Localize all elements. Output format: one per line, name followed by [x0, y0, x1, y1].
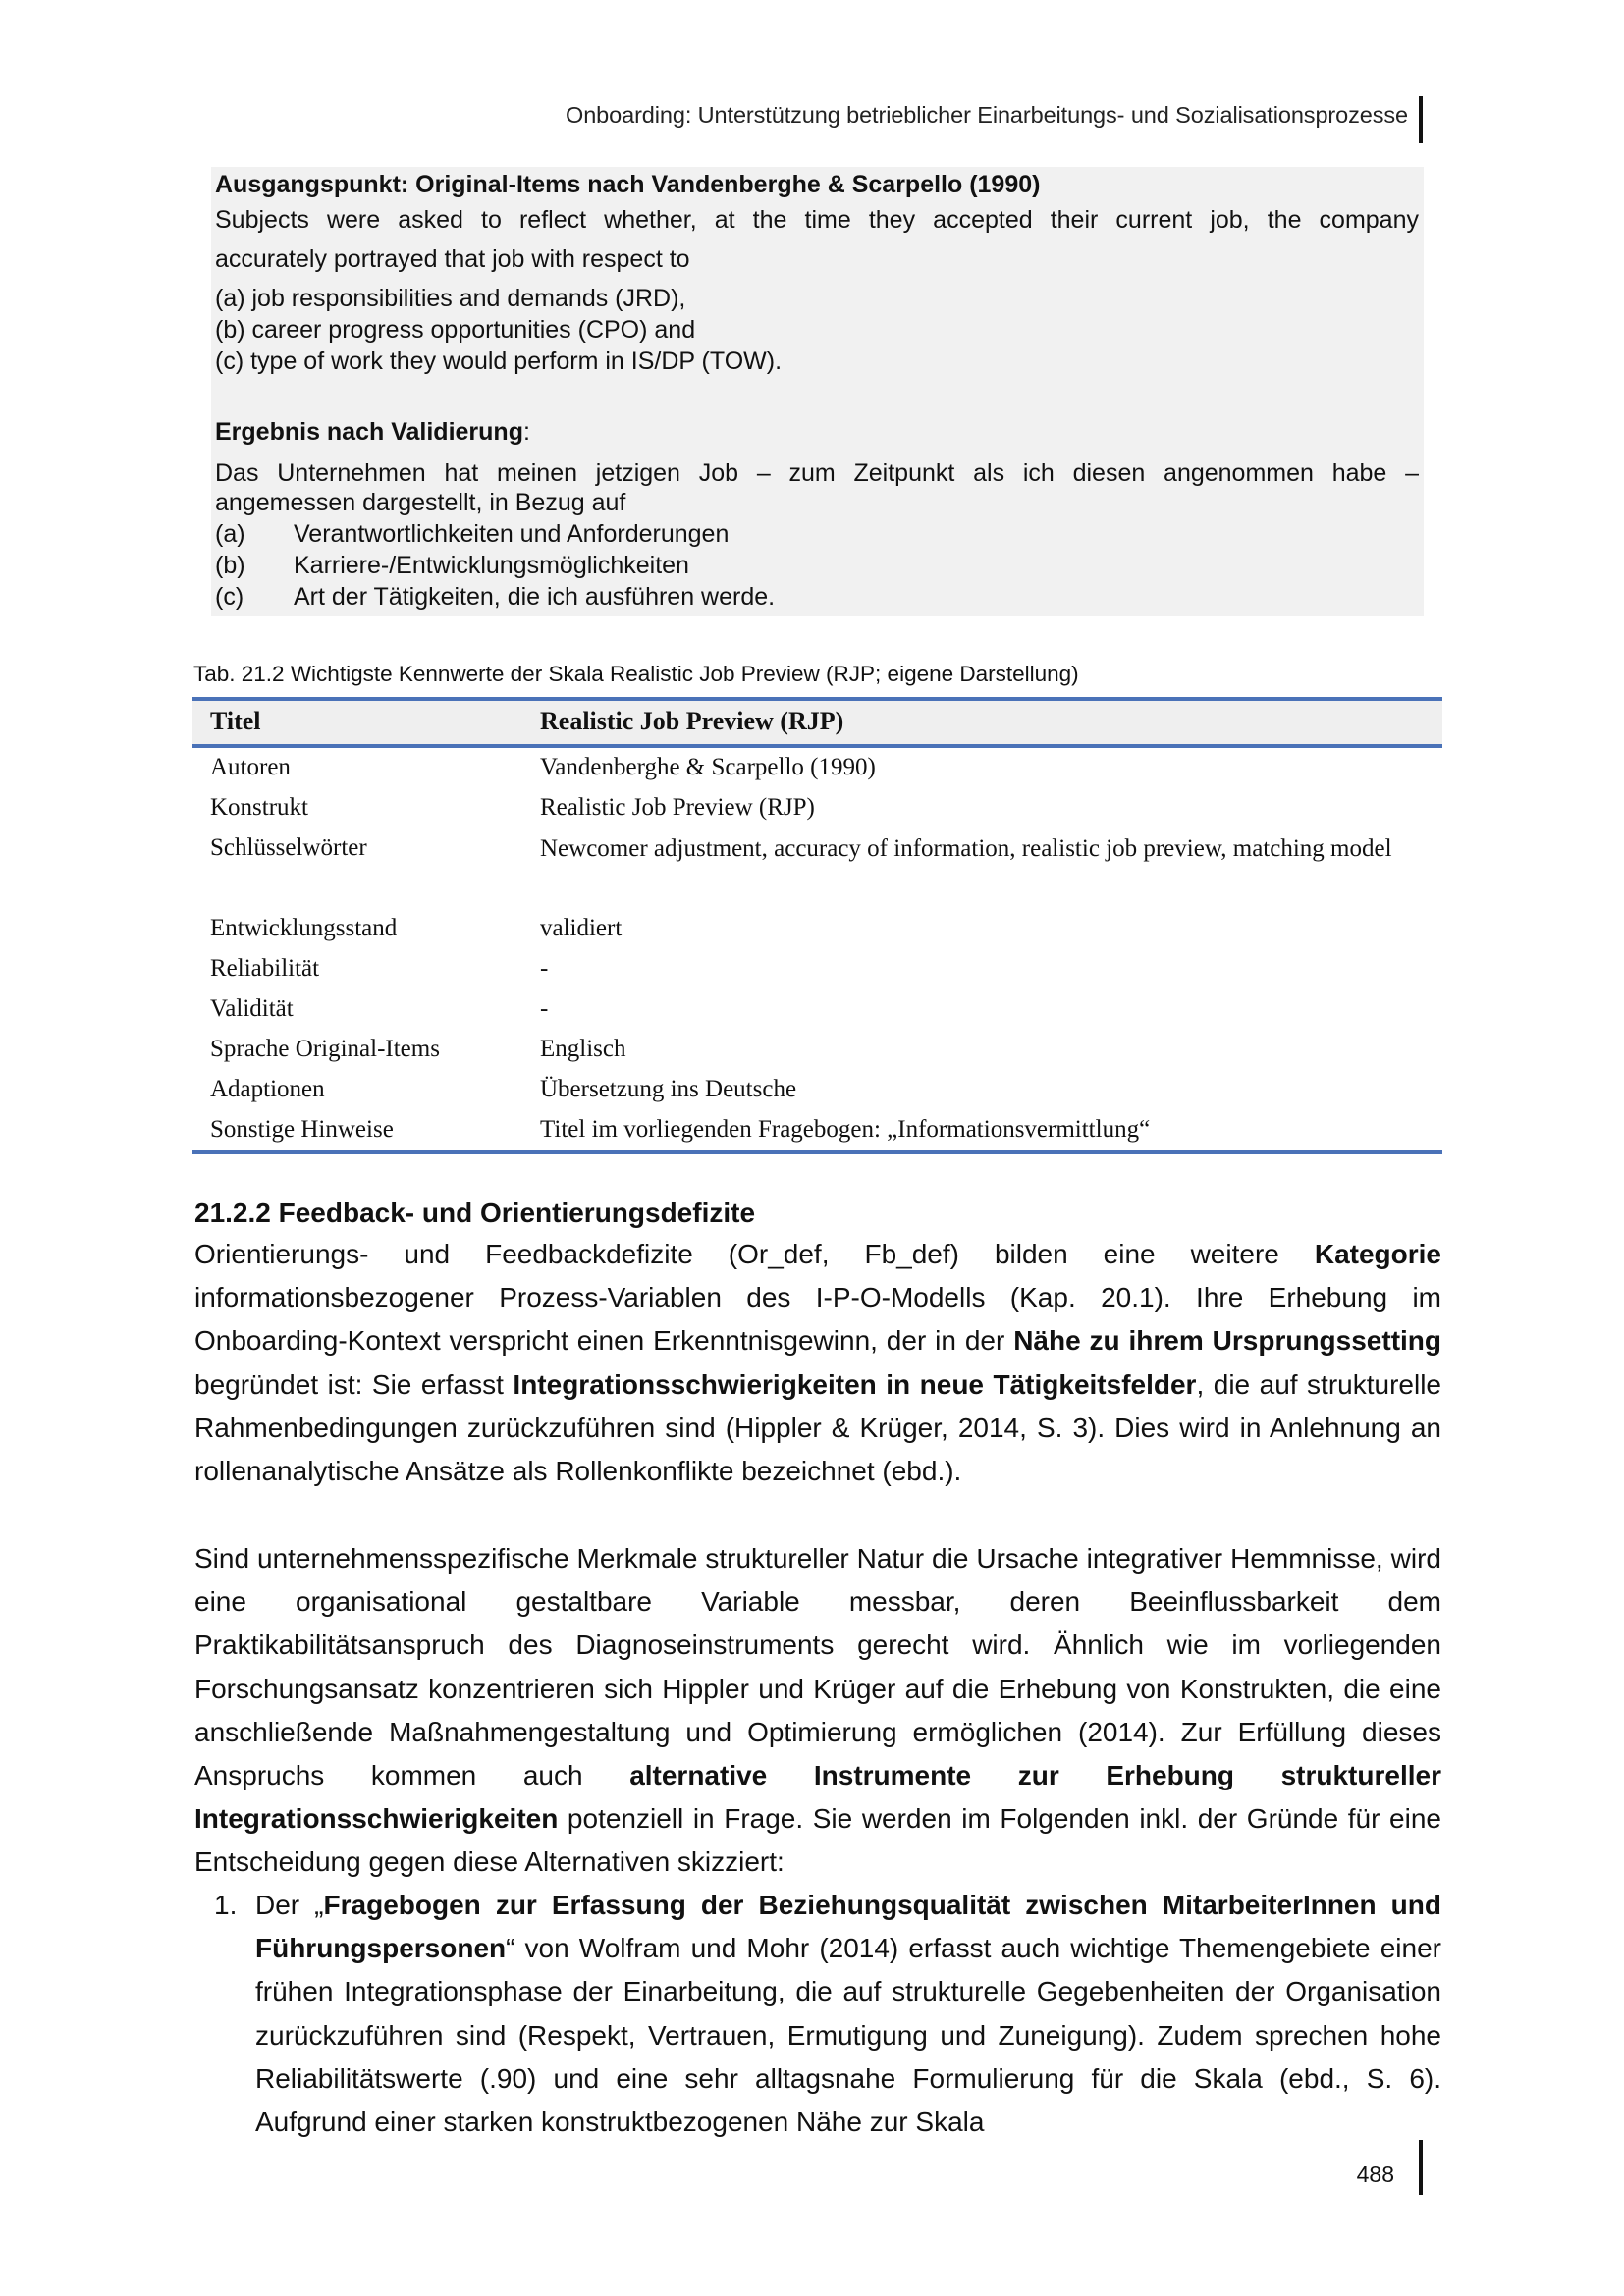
- result-item-label: (b): [215, 552, 245, 579]
- original-intro-line: Subjects were asked to reflect whether, at the time they accepted their current job, the company: [215, 206, 1419, 234]
- table-row: [192, 788, 1442, 828]
- text-run: , die auf strukturelle Rahmenbedingungen zurückzuführen sind (Hippler & Krüger, 2014, S. 3). Dies wird in Anlehnung an rollenanalytische Ansätze als Rollenkonflikte bezeichnet (ebd.).: [194, 1368, 1441, 1487]
- bold-run: alternative Instrumente zur Erhebung struktureller Integrationsschwierigkeiten: [194, 1760, 1441, 1835]
- row-value: Englisch: [540, 1036, 626, 1062]
- row-value: validiert: [540, 915, 623, 941]
- result-item: [215, 520, 729, 549]
- row-key: Validität: [210, 995, 294, 1022]
- row-value: Titel im vorliegenden Fragebogen: „Informationsvermittlung“: [540, 1116, 1151, 1143]
- result-heading-colon: :: [522, 418, 530, 446]
- paragraph-1: [194, 1233, 1441, 1493]
- list-item-body: [255, 1884, 1441, 2144]
- row-key: Reliabilität: [210, 955, 320, 982]
- bold-run: Kategorie: [1314, 1239, 1441, 1269]
- bold-run: Integrationsschwierigkeiten in neue Tätigkeitsfelder: [513, 1368, 1197, 1400]
- text-run: Orientierungs- und Feedbackdefizite (Or_def, Fb_def) bilden eine weitere: [194, 1239, 1315, 1269]
- result-intro-line: Das Unternehmen hat meinen jetzigen Job – zum Zeitpunkt als ich diesen angenommen habe –: [215, 459, 1419, 487]
- original-item: (c) type of work they would perform in IS/DP (TOW).: [215, 347, 783, 375]
- table-row: [192, 949, 1442, 989]
- row-key: Sprache Original-Items: [210, 1036, 440, 1062]
- bold-run: Fragebogen zur Erfassung der Beziehungsqualität zwischen MitarbeiterInnen und Führungspersonen: [255, 1890, 1441, 1964]
- result-item-text: Art der Tätigkeiten, die ich ausführen werde.: [294, 583, 776, 611]
- result-item-text: Karriere-/Entwicklungsmöglichkeiten: [294, 552, 689, 579]
- row-key: Entwicklungsstand: [210, 915, 398, 941]
- result-item: [215, 583, 775, 612]
- table-row: [192, 909, 1442, 949]
- row-value: Übersetzung ins Deutsche: [540, 1076, 797, 1102]
- table-bottom-rule: [192, 1150, 1442, 1154]
- original-items-box: [211, 167, 1424, 616]
- table-row: [192, 1030, 1442, 1070]
- rjp-table: [192, 697, 1442, 1154]
- text-run: “ von Wolfram und Mohr (2014) erfasst auch wichtige Themengebiete einer frühen Integrationsphase der Einarbeitung, die auf strukturelle Gegebenheiten der Organisation zurückzuführen sind (Respekt, Vertrauen, Ermutigung und Zuneigung). Zudem sprechen hohe Reliabilitätswerte (.90) und eine sehr alltagsnahe Formulierung für die Skala (ebd., S. 6). Aufgrund einer starken konstruktbezogenen Nähe zur Skala: [255, 1933, 1441, 2138]
- table-row: [192, 748, 1442, 788]
- text-run: Sind unternehmensspezifische Merkmale struktureller Natur die Ursache integrativer Hemmnisse, wird eine organisational gestaltbare Variable messbar, deren Beeinflussbarkeit dem Praktikabilitätsanspruch des Diagnoseinstruments gerecht wird. Ähnlich wie im vorliegenden Forschungsansatz konzentrieren sich Hippler und Krüger auf die Erhebung von Konstrukten, die eine anschließende Maßnahmengestaltung und Optimierung ermöglichen (2014). Zur Erfüllung dieses Anspruchs kommen auch: [194, 1543, 1441, 1791]
- row-value: Realistic Job Preview (RJP): [540, 794, 815, 821]
- original-items-heading: Ausgangspunkt: Original-Items nach Vandenberghe & Scarpello (1990): [215, 171, 1041, 198]
- list-item: [194, 1884, 1441, 2144]
- row-value: -: [540, 995, 549, 1022]
- result-heading-text: Ergebnis nach Validierung: [215, 418, 523, 446]
- list-item-number: 1.: [214, 1890, 238, 1920]
- text-run: begründet ist: Sie erfasst: [194, 1368, 514, 1400]
- result-intro-line: angemessen dargestellt, in Bezug auf: [215, 489, 626, 516]
- section-heading: 21.2.2 Feedback- und Orientierungsdefizite: [194, 1198, 756, 1228]
- row-value: -: [540, 955, 549, 982]
- paragraph-2: [194, 1537, 1441, 1885]
- result-item: [215, 552, 689, 580]
- row-key: Konstrukt: [210, 794, 308, 821]
- original-intro-line: accurately portrayed that job with respect to: [215, 245, 690, 273]
- text-run: Der „: [255, 1890, 324, 1920]
- text-run: informationsbezogener Prozess-Variablen des I-P-O-Modells (Kap. 20.1). Ihre Erhebung im Onboarding-Kontext verspricht einen Erkenntnisgewinn, der in der: [194, 1282, 1441, 1357]
- row-key: Sonstige Hinweise: [210, 1116, 394, 1143]
- original-item: (b) career progress opportunities (CPO) and: [215, 316, 696, 344]
- row-value: Vandenberghe & Scarpello (1990): [540, 754, 876, 780]
- result-item-text: Verantwortlichkeiten und Anforderungen: [294, 520, 730, 548]
- table-row: [192, 989, 1442, 1030]
- row-key: Adaptionen: [210, 1076, 325, 1102]
- row-key: Autoren: [210, 754, 291, 780]
- running-header: Onboarding: Unterstützung betrieblicher Einarbeitungs- und Sozialisationsprozesse: [566, 102, 1408, 128]
- bold-run: Nähe zu ihrem Ursprungssetting: [1013, 1325, 1442, 1357]
- original-item: (a) job responsibilities and demands (JRD),: [215, 285, 686, 312]
- table-header-row: [192, 697, 1442, 748]
- table-row: [192, 828, 1442, 909]
- table-header-key: Titel: [210, 707, 261, 735]
- result-item-label: (c): [215, 583, 244, 611]
- table-caption: Tab. 21.2 Wichtigste Kennwerte der Skala Realistic Job Preview (RJP; eigene Darstellung): [193, 662, 1079, 686]
- text-run: potenziell in Frage. Sie werden im Folgenden inkl. der Gründe für eine Entscheidung gegen diese Alternativen skizziert:: [194, 1803, 1441, 1878]
- result-item-label: (a): [215, 520, 245, 548]
- result-heading: [215, 418, 530, 447]
- table-header-value: Realistic Job Preview (RJP): [540, 707, 844, 735]
- header-divider-bar: [1419, 96, 1423, 143]
- table-row: [192, 1070, 1442, 1110]
- page-number: 488: [1356, 2162, 1394, 2187]
- table-row: [192, 1110, 1442, 1150]
- row-value: Newcomer adjustment, accuracy of information, realistic job preview, matching model: [540, 835, 1392, 862]
- row-key: Schlüsselwörter: [210, 834, 367, 861]
- footer-divider-bar: [1419, 2140, 1423, 2195]
